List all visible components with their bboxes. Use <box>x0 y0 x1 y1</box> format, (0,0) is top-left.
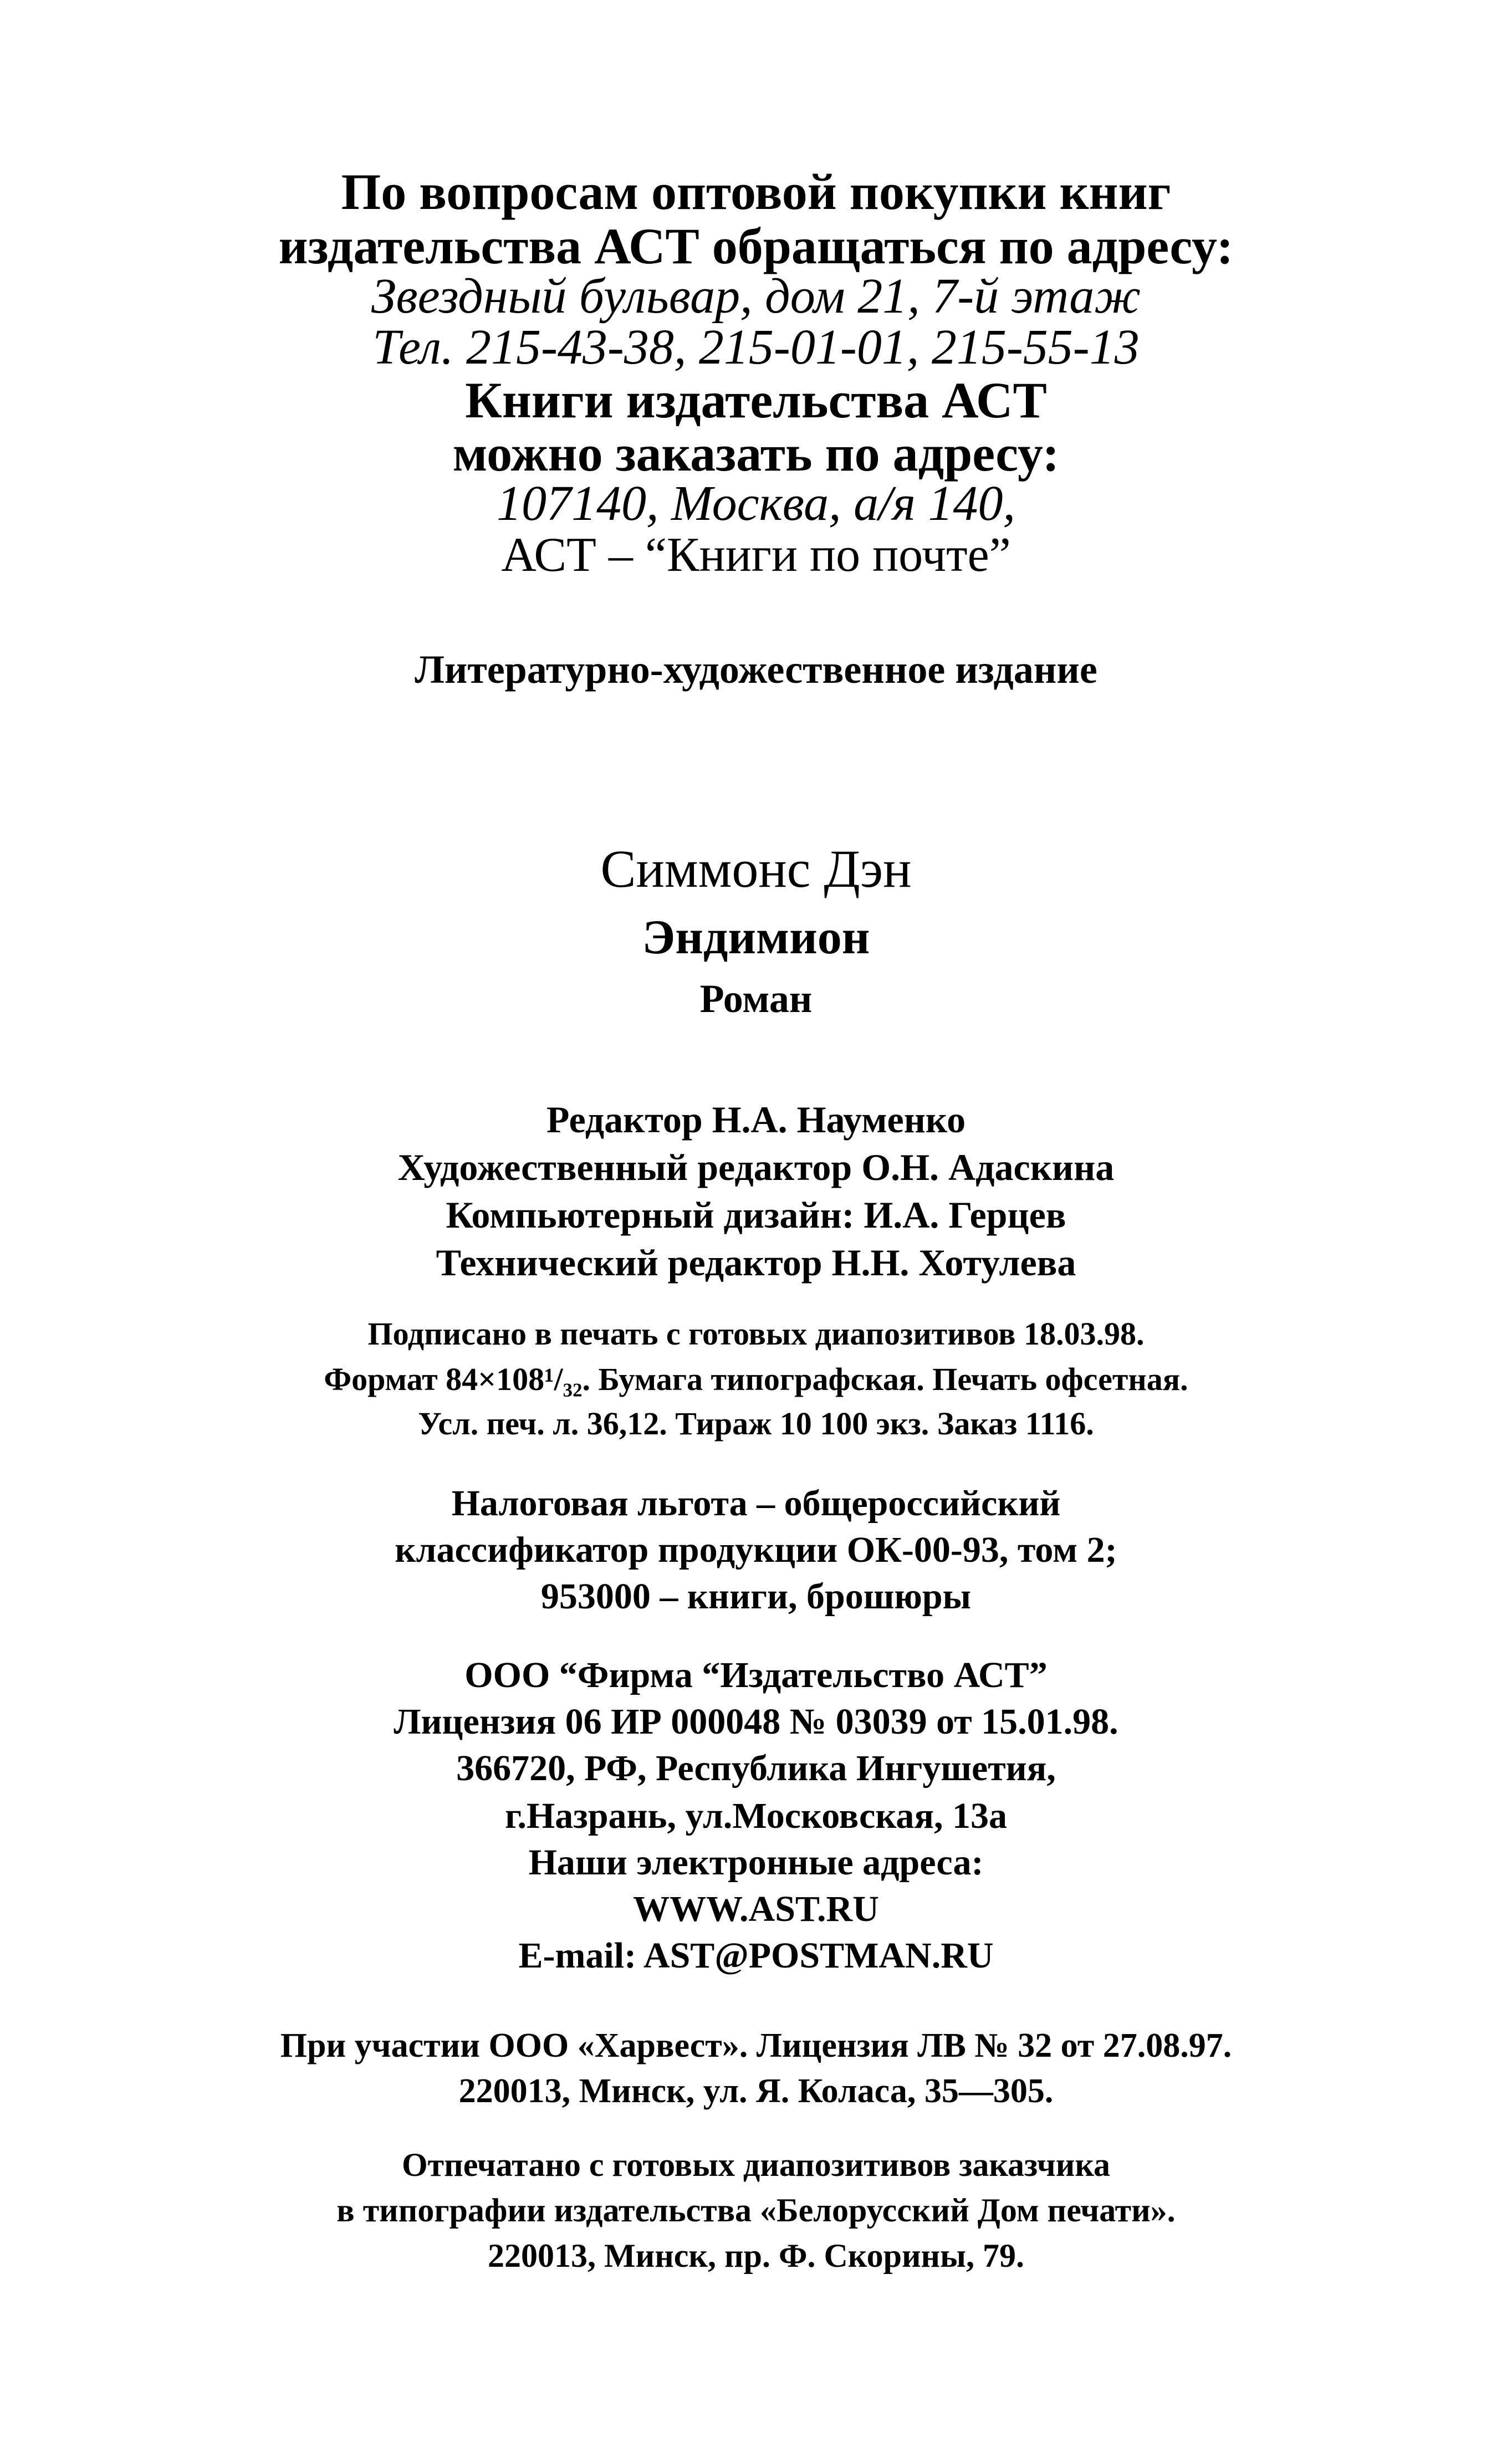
wholesale-phones: Тел. 215-43-38, 215-01-01, 215-55-13 <box>372 320 1140 375</box>
publisher-address-1: 366720, РФ, Республика Ингушетия, <box>456 1748 1056 1788</box>
credit-art-editor: Художественный редактор О.Н. Адаскина <box>397 1146 1115 1188</box>
tax-line-3: 953000 – книги, брошюры <box>540 1576 972 1617</box>
partner-line-2: 220013, Минск, ул. Я. Коласа, 35—305. <box>458 2072 1054 2110</box>
wholesale-heading-line-2: издательства АСТ обращаться по адресу: <box>278 218 1234 274</box>
mail-order-service: АСТ – “Книги по почте” <box>501 528 1011 582</box>
print-format: Формат 84×108¹/₃₂. Бумага типографская. Печать офсетная. <box>324 1361 1188 1397</box>
book-genre: Роман <box>699 977 813 1021</box>
tax-line-1: Налоговая льгота – общероссийский <box>451 1483 1061 1524</box>
publisher-license: Лицензия 06 ИР 000048 № 03039 от 15.01.98. <box>394 1701 1118 1742</box>
tax-line-2: классификатор продукции ОК-00-93, том 2; <box>395 1530 1117 1570</box>
print-volume: Усл. печ. л. 36,12. Тираж 10 100 экз. Заказ 1116. <box>418 1406 1094 1442</box>
credit-editor: Редактор Н.А. Науменко <box>546 1098 966 1141</box>
mail-order-address: 107140, Москва, а/я 140, <box>496 476 1016 531</box>
partner-line-1: При участии ООО «Харвест». Лицензия ЛВ № 32 от 27.08.97. <box>280 2027 1232 2064</box>
wholesale-address: Звездный бульвар, дом 21, 7-й этаж <box>371 269 1141 324</box>
publisher-email: E-mail: AST@POSTMAN.RU <box>518 1935 994 1976</box>
credit-designer: Компьютерный дизайн: И.А. Герцев <box>446 1194 1066 1236</box>
credit-tech-editor: Технический редактор Н.Н. Хотулева <box>436 1241 1076 1284</box>
wholesale-heading-line-1: По вопросам оптовой покупки книг <box>341 163 1171 220</box>
print-signed: Подписано в печать с готовых диапозитивов 18.03.98. <box>367 1316 1145 1352</box>
mail-order-heading-line-1: Книги издательства АСТ <box>465 372 1047 428</box>
publisher-website: WWW.AST.RU <box>633 1889 879 1929</box>
book-author: Симмонс Дэн <box>600 839 912 898</box>
edition-type: Литературно-художественное издание <box>415 647 1097 692</box>
printer-line-2: в типографии издательства «Белорусский Дом печати». <box>336 2192 1176 2229</box>
printer-line-3: 220013, Минск, пр. Ф. Скорины, 79. <box>488 2237 1024 2274</box>
mail-order-heading-line-2: можно заказать по адресу: <box>452 425 1060 482</box>
publisher-address-2: г.Назрань, ул.Московская, 13а <box>504 1796 1008 1836</box>
printer-line-1: Отпечатано с готовых диапозитивов заказчика <box>401 2147 1111 2183</box>
book-title: Эндимион <box>642 911 870 964</box>
publisher-name: ООО “Фирма “Издательство АСТ” <box>464 1655 1048 1695</box>
publisher-email-heading: Наши электронные адреса: <box>528 1842 984 1883</box>
